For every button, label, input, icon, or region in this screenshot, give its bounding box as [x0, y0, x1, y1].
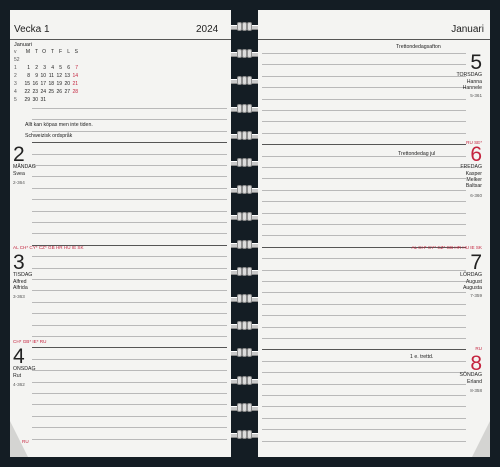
day-count-8: 8-358 — [470, 388, 482, 393]
mini-calendar-weeknum: v — [14, 49, 17, 55]
mini-calendar-day: 26 — [56, 89, 62, 95]
ruled-line — [32, 188, 227, 189]
day-name-7: LÖRDAG — [460, 272, 482, 278]
mini-calendar-day: 20 — [64, 81, 70, 87]
ruled-line — [262, 167, 466, 168]
right-page — [258, 10, 490, 457]
corner-tab — [10, 421, 28, 457]
mini-calendar-day: 12 — [56, 73, 62, 79]
mini-calendar-weeknum: 2 — [14, 73, 17, 79]
ruled-line — [32, 439, 227, 440]
ruled-line — [32, 279, 227, 280]
day-name-4: ONSDAG — [13, 366, 36, 372]
header-rule-right — [258, 39, 490, 40]
mini-calendar-day: 17 — [40, 81, 46, 87]
mini-calendar-day: 9 — [35, 73, 38, 79]
event-5: Trettondedagsafton — [396, 44, 441, 50]
spiral-coil — [231, 158, 258, 167]
ruled-line — [262, 76, 466, 77]
mini-calendar-day: T — [34, 49, 38, 55]
ruled-line — [32, 199, 227, 200]
day-count-5: 5-361 — [470, 93, 482, 98]
event-6: Trettondedag jul — [398, 151, 436, 157]
day-name-8: SÖNDAG — [459, 372, 482, 378]
footer-flag: RU — [22, 439, 29, 444]
mini-calendar-day: T — [50, 49, 54, 55]
ruled-line — [32, 222, 227, 223]
name-days-5: Hanna Hannele — [462, 79, 482, 91]
day-number-3: 3 — [13, 251, 25, 274]
flags-8: RU — [475, 346, 482, 351]
ruled-line — [262, 315, 466, 316]
ruled-line — [262, 87, 466, 88]
name-days-6: Kasper Melker Baltsar — [465, 171, 482, 189]
mini-calendar-day: 25 — [48, 89, 54, 95]
day-count-3: 3-363 — [13, 294, 25, 299]
ruled-line — [262, 292, 466, 293]
mini-calendar-day: 6 — [67, 65, 70, 71]
day-name-3: TISDAG — [13, 272, 33, 278]
mini-calendar-day: 21 — [72, 81, 78, 87]
ruled-line — [262, 372, 466, 373]
quote-text: Allt kan köpas men inte tiden. — [25, 122, 93, 128]
day-name-2: MÅNDAG — [13, 164, 36, 170]
ruled-line — [262, 178, 466, 179]
ruled-line — [262, 395, 466, 396]
ruled-line — [32, 325, 227, 326]
mini-calendar-day: 19 — [56, 81, 62, 87]
flags-3: AL CH* CY* CZ* GB HR HU IE SK — [13, 245, 84, 250]
mini-calendar-day: 23 — [32, 89, 38, 95]
ruled-line — [262, 201, 466, 202]
day-number-2: 2 — [13, 143, 25, 166]
flags-7: AL CH* CY* CZ* GB HR HU IE SK — [411, 245, 482, 250]
ruled-line — [262, 258, 466, 259]
mini-calendar-weeknum: 1 — [14, 65, 17, 71]
ruled-line — [262, 235, 466, 236]
day-name-6: FREDAG — [460, 164, 482, 170]
ruled-line — [32, 165, 227, 166]
mini-calendar-day: 30 — [32, 97, 38, 103]
mini-calendar-day: M — [25, 49, 30, 55]
ruled-line — [262, 156, 466, 157]
day-number-7: 7 — [470, 251, 482, 274]
ruled-line — [262, 110, 466, 111]
header-rule — [10, 39, 231, 40]
spiral-coil — [231, 294, 258, 303]
flags-6: RU SE* — [466, 140, 482, 145]
mini-calendar-day — [46, 98, 54, 106]
day-count-4: 4-362 — [13, 382, 25, 387]
ruled-line — [262, 190, 466, 191]
ruled-line — [32, 404, 227, 405]
mini-calendar-week — [14, 98, 78, 106]
ruled-line — [262, 270, 466, 271]
corner-tab-right — [472, 421, 490, 457]
spiral-coil — [231, 49, 258, 58]
ruled-line — [262, 53, 466, 54]
spiral-coil — [231, 240, 258, 249]
spiral-coil — [231, 267, 258, 276]
mini-calendar-day: O — [42, 49, 46, 55]
ruled-line — [32, 427, 227, 428]
mini-calendar — [14, 50, 78, 106]
ruled-line — [262, 441, 466, 442]
ruled-line — [262, 99, 466, 100]
spiral-coil — [231, 403, 258, 412]
spiral-coil — [231, 185, 258, 194]
mini-calendar-day: 1 — [27, 65, 30, 71]
mini-calendar-header — [14, 50, 78, 58]
ruled-line — [262, 406, 466, 407]
ruled-line — [32, 256, 227, 257]
mini-calendar-day: 13 — [64, 73, 70, 79]
ruled-line — [32, 313, 227, 314]
ruled-line — [262, 384, 466, 385]
mini-calendar-day: 22 — [24, 89, 30, 95]
left-page — [10, 10, 231, 457]
name-days-4: Rut — [13, 373, 22, 379]
mini-calendar-day — [62, 98, 70, 106]
ruled-line — [262, 338, 466, 339]
ruled-line — [262, 64, 466, 65]
mini-calendar-day: F — [58, 49, 62, 55]
mini-calendar-day: 15 — [24, 81, 30, 87]
spiral-coil — [231, 131, 258, 140]
ruled-line — [32, 393, 227, 394]
ruled-line — [32, 211, 227, 212]
day-number-4: 4 — [13, 345, 25, 368]
name-days-7: August Augusta — [462, 279, 482, 291]
spiral-coil — [231, 321, 258, 330]
spiral-coil — [231, 430, 258, 439]
mini-calendar-weeknum: 3 — [14, 81, 17, 87]
ruled-line — [32, 131, 227, 132]
ruled-line — [32, 176, 227, 177]
ruled-line — [32, 119, 227, 120]
mini-calendar-day: 28 — [72, 89, 78, 95]
day-divider — [32, 347, 227, 348]
mini-calendar-day: 14 — [72, 73, 78, 79]
mini-calendar-day: 2 — [35, 65, 38, 71]
quote-source: Schweizisk ordspråk — [25, 133, 73, 139]
day-number-5: 5 — [470, 51, 482, 74]
ruled-line — [262, 361, 466, 362]
mini-calendar-day: 27 — [64, 89, 70, 95]
ruled-line — [32, 268, 227, 269]
day-name-5: TORSDAG — [456, 72, 482, 78]
mini-calendar-day: 29 — [24, 97, 30, 103]
ruled-line — [262, 121, 466, 122]
ruled-line — [32, 233, 227, 234]
mini-calendar-day: 31 — [40, 97, 46, 103]
ruled-line — [262, 133, 466, 134]
mini-calendar-day: 3 — [43, 65, 46, 71]
ruled-line — [32, 302, 227, 303]
year-label: 2024 — [196, 24, 219, 35]
ruled-line — [262, 224, 466, 225]
event-8: 1 e. trettd. — [410, 354, 434, 360]
mini-calendar-day — [54, 98, 62, 106]
mini-calendar-day: S — [74, 49, 78, 55]
mini-calendar-weeknum: 52 — [14, 57, 20, 63]
day-count-6: 6-360 — [470, 193, 482, 198]
day-divider — [32, 142, 227, 143]
spiral-coil — [231, 22, 258, 31]
ruled-line — [32, 154, 227, 155]
mini-calendar-day: 24 — [40, 89, 46, 95]
ruled-line — [32, 416, 227, 417]
mini-calendar-day: 4 — [51, 65, 54, 71]
mini-calendar-day: L — [67, 49, 70, 55]
mini-calendar-weeknum: 5 — [14, 97, 17, 103]
day-divider — [262, 349, 466, 350]
ruled-line — [32, 108, 227, 109]
name-days-2: Svea — [13, 171, 25, 177]
mini-calendar-day: 18 — [48, 81, 54, 87]
day-count-7: 7-359 — [470, 293, 482, 298]
mini-calendar-day: 16 — [32, 81, 38, 87]
mini-calendar-day: 5 — [59, 65, 62, 71]
spiral-coil — [231, 376, 258, 385]
spiral-binding — [231, 10, 258, 457]
flags-4: CH* GB* IE* RU — [13, 339, 47, 344]
day-count-2: 2-364 — [13, 180, 25, 185]
month-label: Januari — [451, 24, 484, 35]
day-number-8: 8 — [470, 352, 482, 375]
mini-calendar-day: 10 — [40, 73, 46, 79]
ruled-line — [32, 336, 227, 337]
mini-calendar-day: 7 — [75, 65, 78, 71]
mini-calendar-title: Januari — [14, 42, 33, 48]
ruled-line — [262, 429, 466, 430]
mini-calendar-day — [70, 98, 78, 106]
ruled-line — [262, 213, 466, 214]
day-divider — [262, 144, 466, 145]
name-days-3: Alfred Alfrida — [13, 279, 28, 291]
ruled-line — [32, 359, 227, 360]
week-label: Vecka 1 — [14, 24, 50, 35]
mini-calendar-day: 11 — [48, 73, 54, 79]
ruled-line — [262, 304, 466, 305]
ruled-line — [32, 382, 227, 383]
mini-calendar-weeknum: 4 — [14, 89, 17, 95]
ruled-line — [262, 418, 466, 419]
name-days-8: Erland — [467, 379, 482, 385]
spiral-coil — [231, 104, 258, 113]
spiral-coil — [231, 348, 258, 357]
mini-calendar-day: 8 — [27, 73, 30, 79]
ruled-line — [262, 327, 466, 328]
ruled-line — [32, 370, 227, 371]
day-number-6: 6 — [470, 143, 482, 166]
ruled-line — [32, 290, 227, 291]
spiral-coil — [231, 212, 258, 221]
ruled-line — [262, 281, 466, 282]
spiral-coil — [231, 76, 258, 85]
